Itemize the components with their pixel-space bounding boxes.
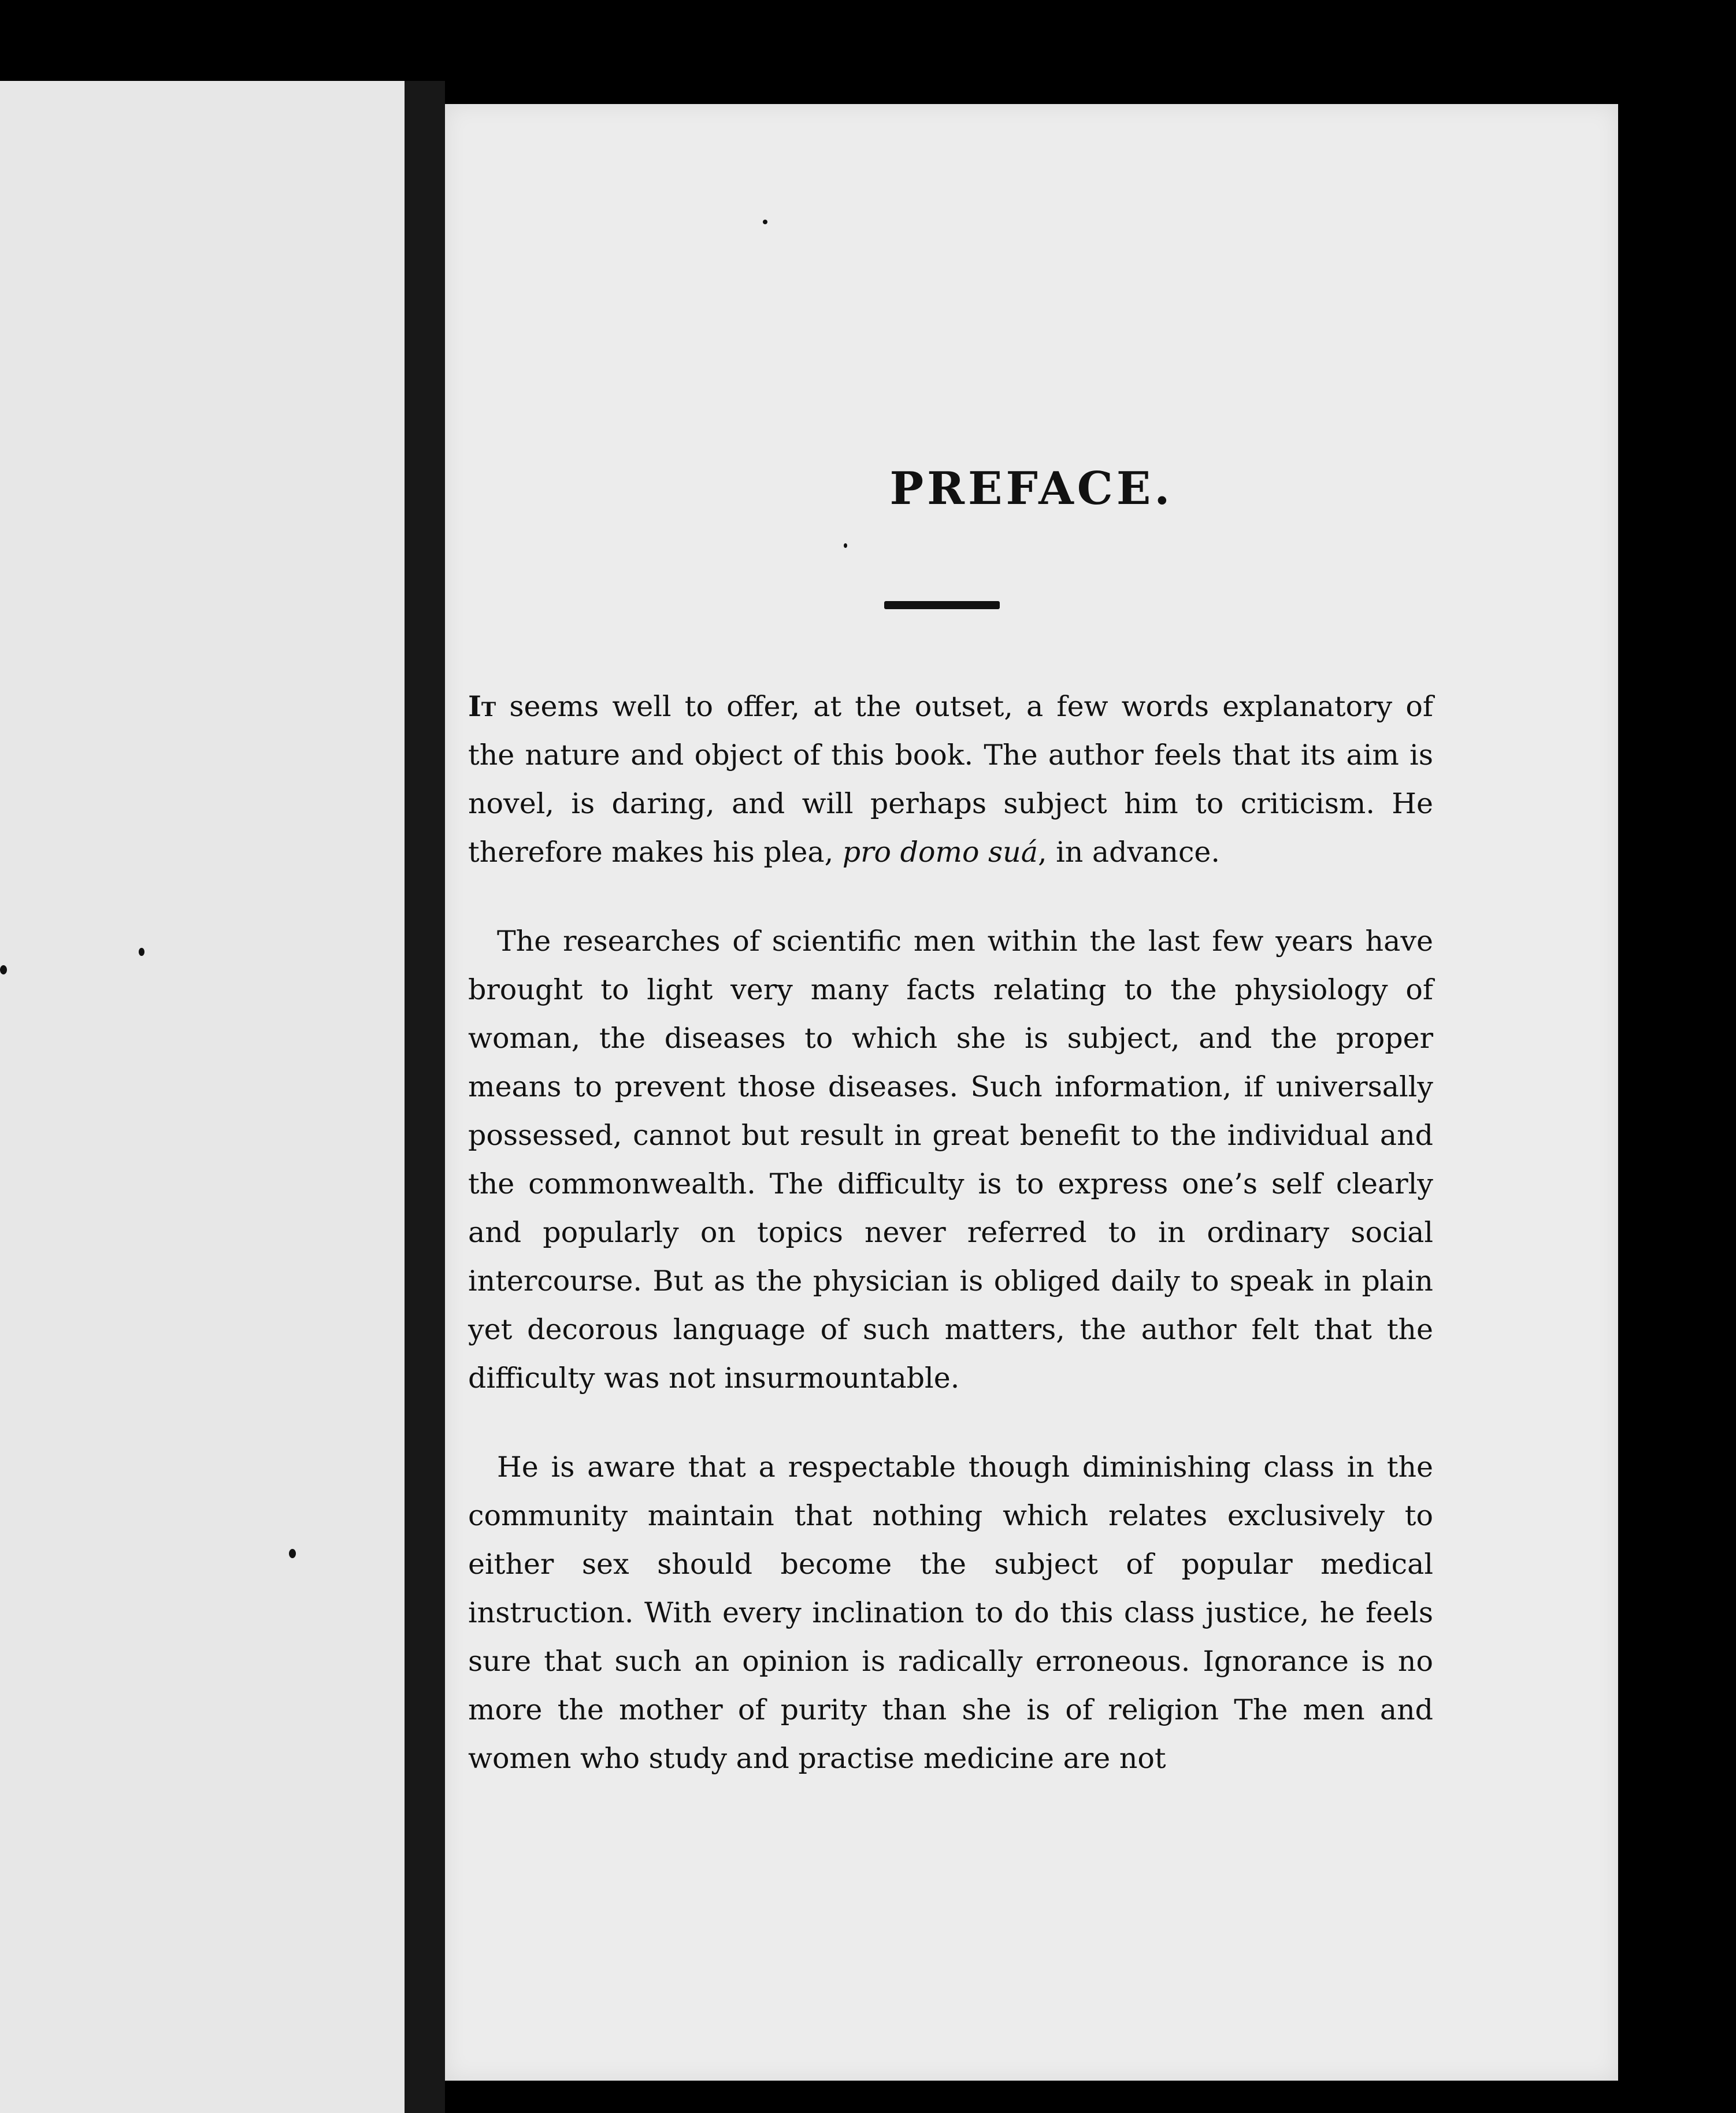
left-page-blank <box>0 81 405 2113</box>
right-page <box>445 104 1618 2081</box>
paragraph-1 <box>468 682 1433 877</box>
ink-speck <box>763 220 767 224</box>
paragraph-2: The researches of scientific men within the last few years have brought to light very many facts relating to the physiology of woman, the diseases to which she is subject, and the proper means to prevent those diseases. Such information, if universally possessed, cannot but result in great benefit to the individual and the commonwealth. The difficulty is to express one’s self clearly and popularly on topics never referred to in ordinary social intercourse. But as the physician is obliged daily to speak in plain yet decorous language of such matters, the author felt that the difficulty was not insurmountable. <box>468 925 1433 1395</box>
latin-phrase: pro domo suá <box>842 836 1038 869</box>
ink-speck <box>844 543 847 548</box>
paragraph-3: He is aware that a respectable though diminishing class in the community maintain that nothing which relates exclusively to either sex should become the subject of popular medical instruction. With every inclination to do this class justice, he feels sure that such an opinion is radically erroneous. Ignorance is no more the mother of purity than she is of religion The men and women who study and practise medicine are not <box>468 1451 1433 1775</box>
paragraph-1-text: seems well to offer, at the outset, a few words explanatory of the nature and object of this book. The author feels that its aim is novel, is daring, and will perhaps subject him to criticism. He therefore makes his plea, <box>468 690 1433 869</box>
title-rule <box>884 601 1000 609</box>
paragraph-1-end: , in advance. <box>1037 836 1220 869</box>
ink-speck <box>289 1549 296 1558</box>
ink-speck <box>139 948 144 956</box>
page-title: PREFACE. <box>889 462 1174 515</box>
preface-body <box>468 682 1433 1823</box>
book-spine <box>405 81 445 2113</box>
paragraph-lead-word: It <box>468 689 496 723</box>
ink-speck <box>0 965 7 974</box>
